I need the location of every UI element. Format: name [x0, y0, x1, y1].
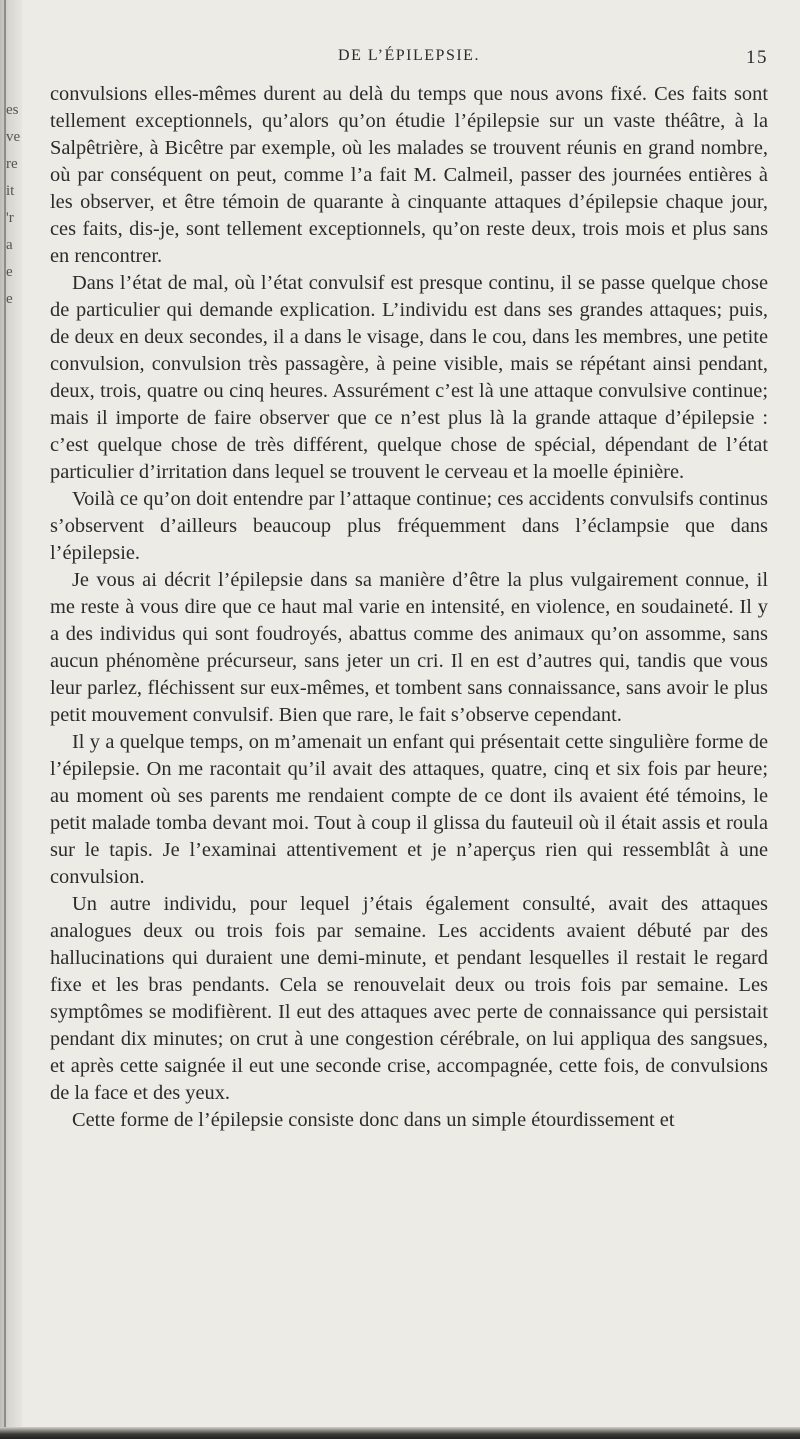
margin-fragment: ve [6, 129, 21, 145]
page-number: 15 [746, 47, 768, 68]
paragraph: Cette forme de l’épilepsie consiste donc dans un simple étourdissement et [72, 1109, 675, 1131]
margin-fragment: a [6, 237, 13, 253]
scan-bottom-edge [0, 1427, 800, 1439]
paragraph: Dans l’état de mal, où l’état convulsif est presque continu, il se passe quelque chose de particulier qui demande explication. L’individu est dans ses grandes attaques; puis, de deux en deux secondes, il a dans le visage, dans le cou, dans les membres, une petite convulsion, convulsion très passagère, à peine visible, mais se répétant ainsi pendant, deux, trois, quatre ou cinq heures. Assurément c’est là une attaque convulsive continue; mais il importe de faire observer que ce n’est plus là la grande attaque d’épilepsie : c’est quelque chose de très différent, quelque chose de spécial, dépendant de l’état particulier d’irritation dans lequel se trouvent le cerveau et la moelle épinière. [50, 272, 768, 483]
margin-fragment: it [6, 183, 15, 199]
margin-fragment: re [6, 156, 18, 172]
paragraph: Je vous ai décrit l’épilepsie dans sa manière d’être la plus vulgairement connue, il me reste à vous dire que ce haut mal varie en intensité, en violence, en soudaineté. Il y a des individus qui sont foudroyés, abattus comme des animaux qu’on assomme, sans aucun phénomène précurseur, sans jeter un cri. Il en est d’autres qui, tandis que vous leur parlez, fléchissent sur eux-mêmes, et tombent sans connaissance, sans avoir le plus petit mouvement convulsif. Bien que rare, le fait s’observe cependant. [50, 569, 768, 726]
paragraph: Un autre individu, pour lequel j’étais également consulté, avait des attaques analogues deux ou trois fois par semaine. Les accidents avaient débuté par des hallucinations qui duraient une demi-minute, et pendant lesquelles il restait le regard fixe et les bras pendants. Cela se renouvelait deux ou trois fois par semaine. Les symptômes se modifièrent. Il eut des attaques avec perte de connaissance qui persistait pendant dix minutes; on crut à une congestion cérébrale, on lui appliqua des sangsues, et après cette saignée il eut une seconde crise, accompagnée, cette fois, de convulsions de la face et des yeux. [50, 893, 768, 1104]
margin-fragment: 'r [6, 210, 14, 226]
paragraph: convulsions elles-mêmes durent au delà du temps que nous avons fixé. Ces faits sont tellement exceptionnels, qu’alors qu’on étudie l’épilepsie sur un vaste théâtre, à la Salpêtrière, à Bicêtre par exemple, où les malades se trouvent réunis en grand nombre, où par conséquent on peut, comme l’a fait M. Calmeil, passer des journées entières à les observer, et être témoin de quarante à cinquante attaques d’épilepsie chaque jour, ces faits, dis-je, sont tellement exceptionnels, qu’on reste deux, trois mois et plus sans en rencontrer. [50, 83, 768, 267]
margin-fragment: es [6, 102, 19, 118]
running-header [50, 47, 768, 81]
paragraph: Il y a quelque temps, on m’amenait un enfant qui présentait cette singulière forme de l’épilepsie. On me racontait qu’il avait des attaques, quatre, cinq et six fois par heure; au moment où ses parents me rendaient compte de ce dont ils avaient été témoins, le petit malade tomba devant moi. Tout à coup il glissa du fauteuil où il était assis et roula sur le tapis. Je l’examinai attentivement et je n’aperçus rien qui ressemblât à une convulsion. [50, 731, 768, 888]
book-page [50, 47, 768, 1134]
body-text [50, 81, 768, 1134]
margin-fragment: e [6, 291, 13, 307]
facing-page-fragments [6, 97, 26, 313]
paragraph: Voilà ce qu’on doit entendre par l’attaque continue; ces accidents convulsifs continus s’observent d’ailleurs beaucoup plus fréquemment dans l’éclampsie que dans l’épilepsie. [50, 488, 768, 564]
margin-fragment: e [6, 264, 13, 280]
running-title: DE L’ÉPILEPSIE. [338, 47, 480, 64]
